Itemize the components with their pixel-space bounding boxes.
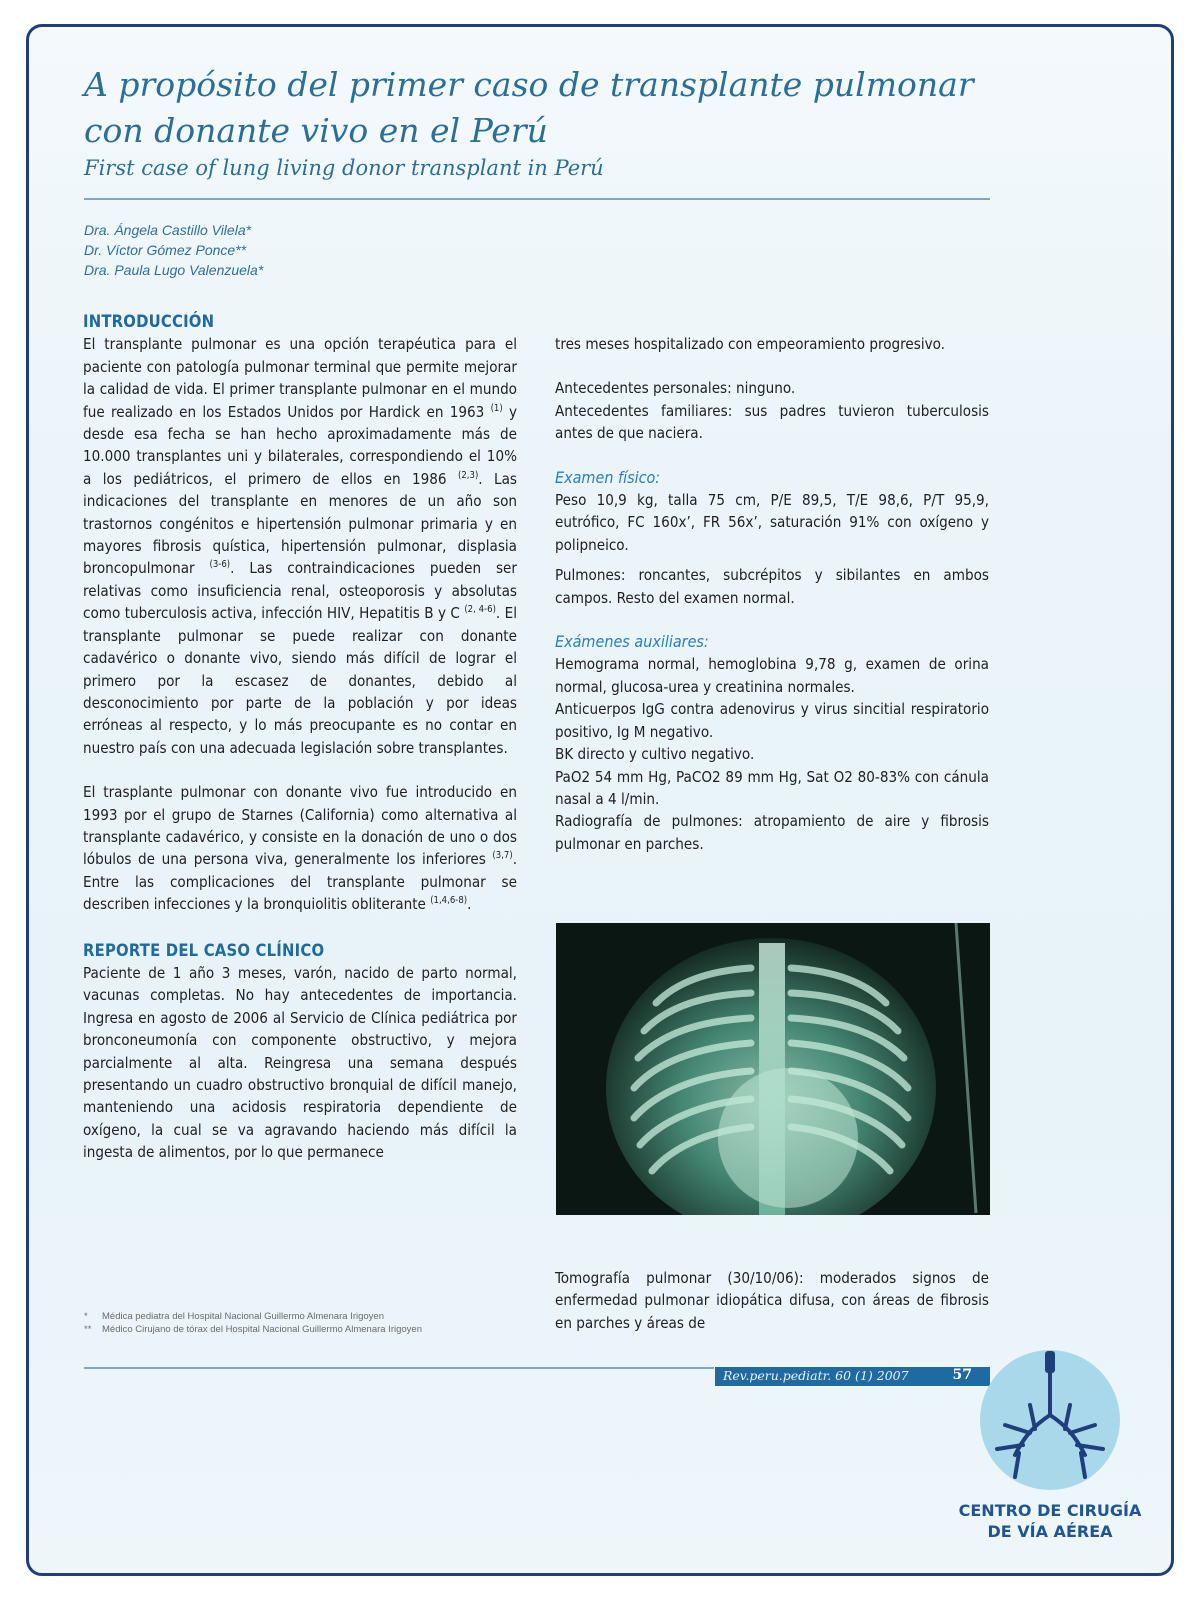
right-column: [555, 333, 989, 855]
antecedentes-familiares: Antecedentes familiares: sus padres tuvieron tuberculosis antes de que naciera.: [555, 401, 989, 443]
section-heading-introduccion: INTRODUCCIÓN: [83, 312, 215, 331]
footnote-text: Médica pediatra del Hospital Nacional Guillermo Almenara Irigoyen: [102, 1311, 384, 1322]
footnote: [84, 1323, 422, 1336]
footnote-mark: **: [84, 1324, 92, 1335]
citation-superscript: (3,7): [492, 850, 513, 862]
right-column-bottom: [555, 1267, 989, 1334]
aux-line: Radiografía de pulmones: atropamiento de aire y fibrosis pulmonar en parches.: [555, 812, 989, 853]
author: Dra. Paula Lugo Valenzuela*: [84, 262, 264, 278]
page-number: 57: [952, 1367, 972, 1383]
case-continuation: tres meses hospitalizado con empeoramiento progresivo.: [555, 335, 945, 353]
tomografia-paragraph: Tomografía pulmonar (30/10/06): moderados signos de enfermedad pulmonar idiopática difusa, con áreas de fibrosis en parches y áreas de: [555, 1269, 989, 1332]
case-paragraph: Paciente de 1 año 3 meses, varón, nacido de parto normal, vacunas completas. No hay antecedentes de importancia. Ingresa en agosto de 2006 al Servicio de Clínica pediátrica por bronconeumonía con componente obstructivo, y mejora parcialmente al alta. Reingresa una semana después presentando un cuadro obstructivo bronquial de difícil manejo, manteniendo una acidosis respiratoria dependiente de oxígeno, la cual se va agravando haciendo más difícil la ingesta de alimentos, por lo que permanece: [83, 963, 517, 1162]
article-title: A propósito del primer caso de transplante pulmonar con donante vivo en el Perú: [84, 65, 974, 150]
aux-line: Anticuerpos IgG contra adenovirus y virus sincitial respiratorio positivo, Ig M negativo.: [555, 700, 989, 741]
antecedentes-personales: Antecedentes personales: ninguno.: [555, 379, 796, 398]
logo-line: DE VÍA AÉREA: [987, 1522, 1113, 1541]
footnote-mark: *: [84, 1311, 88, 1322]
citation-superscript: (2,3): [458, 469, 479, 481]
footnotes: [84, 1310, 422, 1336]
footer-divider: [84, 1367, 714, 1369]
section-heading-reporte: REPORTE DEL CASO CLÍNICO: [83, 940, 325, 960]
subheading-examenes-auxiliares: Exámenes auxiliares:: [555, 632, 709, 652]
author-list: [84, 220, 263, 280]
citation-superscript: (3-6): [209, 559, 231, 571]
logo-text: [930, 1500, 1170, 1542]
intro-paragraph-1: El transplante pulmonar es una opción terapéutica para el paciente con patología pulmonar terminal que permite mejorar la calidad de vida. El primer transplante pulmonar en el mundo fue realizado en los Estados Unidos por Hardick en 1963 $^{(1)}$ y desde esa fecha se han hecho aproximadamente más de 10.000 transplantes uni y bilaterales, correspondiendo el 10% a los pediátricos, el primero de ellos en 1986 $^{(2,3)}$. Las indicaciones del transplante en menores de un año son trastornos congénitos e hipertensión pulmonar primaria y en mayores fibrosis quística, hipertensión pulmonar, displasia broncopulmonar $^{(3-6)}$. Las contraindicaciones pueden ser relativas como insuficiencia renal, osteoporosis y absolutas como tuberculosis activa, infección HIV, Hepatitis B y C $^{(2, 4-6)}$. El transplante pulmonar se puede realizar con donante cadavérico o donante vivo, siendo más difícil de lograr el primero por la escasez de donantes, debido al desconocimiento por parte de la población y por ideas erróneas al respecto, y lo más preocupante es no contar en nuestro país con una adecuada legislación sobre transplantes.: [83, 335, 517, 757]
aux-line: BK directo y cultivo negativo.: [555, 745, 755, 764]
article-subtitle: First case of lung living donor transplant in Perú: [84, 156, 604, 180]
pulmones-paragraph: Pulmones: roncantes, subcrépitos y sibilantes en ambos campos. Resto del examen normal.: [555, 566, 989, 607]
aux-line: PaO2 54 mm Hg, PaCO2 89 mm Hg, Sat O2 80-83% con cánula nasal a 4 l/min.: [555, 767, 989, 808]
citation-superscript: (1,4,6-8): [430, 895, 468, 907]
footnote: [84, 1310, 422, 1323]
intro-paragraph-2: El trasplante pulmonar con donante vivo fue introducido en 1993 por el grupo de Starnes (California) como alternativa al transplante cadavérico, y consiste en la donación de uno o dos lóbulos de una persona viva, generalmente los inferiores $^{(3,7)}$. Entre las complicaciones del transplante pulmonar se describen infecciones y la bronquiolitis obliterante $^{(1,4,6-8)}$.: [83, 783, 517, 914]
footnote-text: Médico Cirujano de tórax del Hospital Nacional Guillermo Almenara Irigoyen: [102, 1324, 422, 1335]
citation-superscript: (2, 4-6): [464, 604, 496, 616]
examen-fisico-paragraph: Peso 10,9 kg, talla 75 cm, P/E 89,5, T/E 98,6, P/T 95,9, eutrófico, FC 160x’, FR 56x’, saturación 91% con oxígeno y polipneico.: [555, 491, 989, 554]
author: Dra. Ángela Castillo Vilela*: [84, 222, 252, 238]
journal-footer-bar: [715, 1367, 990, 1386]
aux-line: Hemograma normal, hemoglobina 9,78 g, examen de orina normal, glucosa-urea y creatinina normales.: [555, 655, 989, 696]
lungs-logo-icon: [975, 1345, 1125, 1495]
author: Dr. Víctor Gómez Ponce**: [84, 242, 247, 258]
logo-line: CENTRO DE CIRUGÍA: [958, 1501, 1142, 1520]
citation-superscript: (1): [490, 402, 503, 414]
left-column: [83, 311, 517, 1164]
title-divider: [84, 198, 990, 200]
journal-citation: Rev.peru.pediatr. 60 (1) 2007: [723, 1368, 909, 1383]
chest-xray-image: [556, 923, 990, 1215]
subheading-examen-fisico: Examen físico:: [555, 467, 661, 487]
